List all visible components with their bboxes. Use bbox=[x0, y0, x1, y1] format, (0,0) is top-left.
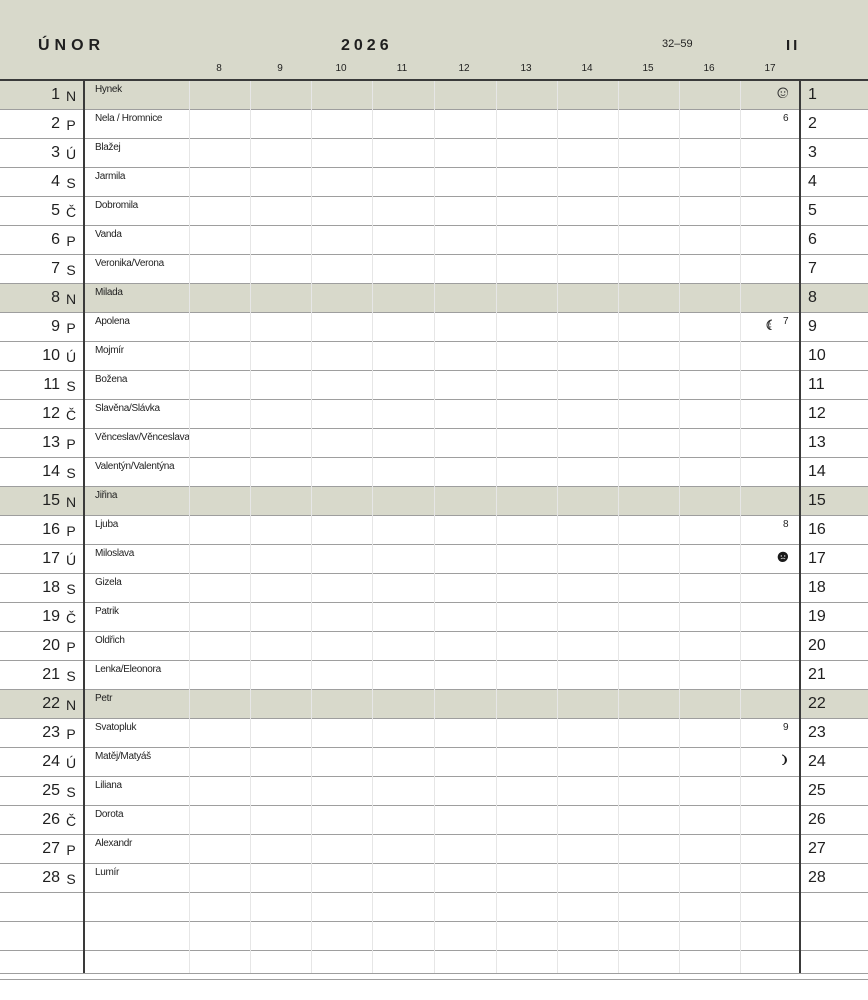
day-number: 23 bbox=[42, 724, 60, 741]
hour-grid-line bbox=[372, 81, 373, 974]
day-number: 16 bbox=[42, 521, 60, 538]
hour-label: 11 bbox=[396, 63, 408, 74]
day-number-right: 18 bbox=[808, 579, 826, 596]
hour-grid-line bbox=[250, 81, 251, 974]
day-of-week: Ú bbox=[65, 755, 77, 771]
new-moon-icon bbox=[777, 551, 788, 562]
day-of-week: P bbox=[66, 320, 76, 336]
day-number-right: 19 bbox=[808, 608, 826, 625]
month-roman-numeral: II bbox=[786, 37, 801, 54]
day-number: 9 bbox=[51, 318, 60, 335]
day-number: 1 bbox=[51, 86, 60, 103]
hour-label: 15 bbox=[642, 63, 654, 74]
hour-label: 8 bbox=[216, 63, 222, 74]
day-of-week: N bbox=[65, 291, 77, 307]
name-day: Svatopluk bbox=[95, 722, 137, 733]
name-day: Gizela bbox=[95, 577, 122, 588]
day-number: 8 bbox=[51, 289, 60, 306]
week-range: 32–59 bbox=[662, 38, 693, 50]
day-number: 20 bbox=[42, 637, 60, 654]
day-number: 25 bbox=[42, 782, 60, 799]
name-day: Lenka/Eleonora bbox=[95, 664, 161, 675]
day-number-right: 5 bbox=[808, 202, 817, 219]
day-number-right: 6 bbox=[808, 231, 817, 248]
day-of-week: S bbox=[66, 175, 76, 191]
day-number: 17 bbox=[42, 550, 60, 567]
day-number-right: 2 bbox=[808, 115, 817, 132]
day-of-week: Č bbox=[65, 813, 77, 829]
day-number-right: 3 bbox=[808, 144, 817, 161]
name-day: Vanda bbox=[95, 229, 122, 240]
day-number: 21 bbox=[42, 666, 60, 683]
day-number: 4 bbox=[51, 173, 60, 190]
hour-label: 13 bbox=[520, 63, 532, 74]
name-day: Milada bbox=[95, 287, 123, 298]
day-of-week: S bbox=[66, 581, 76, 597]
name-day: Dorota bbox=[95, 809, 124, 820]
hour-grid-line bbox=[434, 81, 435, 974]
hour-grid-line bbox=[740, 81, 741, 974]
day-number: 2 bbox=[51, 115, 60, 132]
name-day: Jiřina bbox=[95, 490, 118, 501]
day-number: 18 bbox=[42, 579, 60, 596]
month-name: ÚNOR bbox=[38, 37, 106, 54]
hour-label: 9 bbox=[277, 63, 283, 74]
name-day: Slavěna/Slávka bbox=[95, 403, 160, 414]
day-number-right: 4 bbox=[808, 173, 817, 190]
day-number-right: 14 bbox=[808, 463, 826, 480]
day-number-right: 11 bbox=[808, 376, 825, 393]
hour-grid-line bbox=[311, 81, 312, 974]
day-of-week: N bbox=[65, 88, 77, 104]
day-number-right: 8 bbox=[808, 289, 817, 306]
day-number: 13 bbox=[42, 434, 60, 451]
day-number-right: 1 bbox=[808, 86, 817, 103]
day-number: 10 bbox=[42, 347, 60, 364]
hour-grid-line bbox=[618, 81, 619, 974]
name-day: Nela / Hromnice bbox=[95, 113, 163, 124]
day-number-right: 22 bbox=[808, 695, 826, 712]
day-number: 14 bbox=[42, 463, 60, 480]
day-number: 11 bbox=[43, 376, 60, 393]
day-of-week: S bbox=[66, 668, 76, 684]
day-of-week: P bbox=[66, 523, 76, 539]
year: 2026 bbox=[341, 37, 393, 54]
day-number: 15 bbox=[42, 492, 60, 509]
day-of-week: Č bbox=[65, 204, 77, 220]
day-number: 27 bbox=[42, 840, 60, 857]
day-number: 7 bbox=[51, 260, 60, 277]
day-number-right: 25 bbox=[808, 782, 826, 799]
day-number: 6 bbox=[51, 231, 60, 248]
name-day: Miloslava bbox=[95, 548, 134, 559]
day-of-week: S bbox=[66, 378, 76, 394]
day-of-week: S bbox=[66, 465, 76, 481]
day-of-week: N bbox=[65, 697, 77, 713]
first-quarter-moon-icon bbox=[777, 754, 788, 765]
day-number-right: 13 bbox=[808, 434, 826, 451]
name-day: Věnceslav/Věnceslava bbox=[95, 432, 190, 443]
day-number: 28 bbox=[42, 869, 60, 886]
day-number-right: 20 bbox=[808, 637, 826, 654]
day-number: 5 bbox=[51, 202, 60, 219]
day-number-right: 7 bbox=[808, 260, 817, 277]
month-header bbox=[0, 0, 868, 79]
name-day: Patrik bbox=[95, 606, 119, 617]
day-number-right: 21 bbox=[808, 666, 826, 683]
name-day: Petr bbox=[95, 693, 113, 704]
day-of-week: P bbox=[66, 842, 76, 858]
day-number-right: 16 bbox=[808, 521, 826, 538]
day-number-right: 9 bbox=[808, 318, 817, 335]
name-day: Božena bbox=[95, 374, 128, 385]
name-day: Lumír bbox=[95, 867, 120, 878]
name-day: Valentýn/Valentýna bbox=[95, 461, 175, 472]
day-of-week: P bbox=[66, 726, 76, 742]
hour-label: 17 bbox=[764, 63, 776, 74]
name-day: Veronika/Verona bbox=[95, 258, 164, 269]
right-column-divider bbox=[799, 81, 801, 974]
day-number: 12 bbox=[42, 405, 60, 422]
day-number-right: 24 bbox=[808, 753, 826, 770]
name-day: Jarmila bbox=[95, 171, 126, 182]
day-number: 19 bbox=[42, 608, 60, 625]
day-of-week: Č bbox=[65, 610, 77, 626]
hour-grid-line bbox=[679, 81, 680, 974]
name-day: Dobromila bbox=[95, 200, 138, 211]
name-day: Blažej bbox=[95, 142, 121, 153]
day-of-week: P bbox=[66, 117, 76, 133]
last-quarter-moon-icon bbox=[765, 319, 776, 330]
day-of-week: N bbox=[65, 494, 77, 510]
day-number: 26 bbox=[42, 811, 60, 828]
week-number: 8 bbox=[783, 519, 789, 530]
day-of-week: P bbox=[66, 639, 76, 655]
name-day: Apolena bbox=[95, 316, 130, 327]
day-number-right: 15 bbox=[808, 492, 826, 509]
hour-label: 14 bbox=[581, 63, 593, 74]
day-of-week: S bbox=[66, 871, 76, 887]
day-number-right: 28 bbox=[808, 869, 826, 886]
day-number: 24 bbox=[42, 753, 60, 770]
day-of-week: Ú bbox=[65, 349, 77, 365]
day-of-week: Ú bbox=[65, 146, 77, 162]
day-of-week: P bbox=[66, 436, 76, 452]
day-number-right: 12 bbox=[808, 405, 826, 422]
day-of-week: P bbox=[66, 233, 76, 249]
name-day: Matěj/Matyáš bbox=[95, 751, 151, 762]
week-number: 6 bbox=[783, 113, 789, 124]
hour-label: 16 bbox=[703, 63, 715, 74]
day-number: 22 bbox=[42, 695, 60, 712]
hour-grid-line bbox=[496, 81, 497, 974]
day-number-right: 27 bbox=[808, 840, 826, 857]
hour-label: 12 bbox=[458, 63, 470, 74]
name-day: Oldřich bbox=[95, 635, 125, 646]
day-of-week: S bbox=[66, 784, 76, 800]
name-day: Liliana bbox=[95, 780, 122, 791]
name-day: Alexandr bbox=[95, 838, 133, 849]
name-day: Ljuba bbox=[95, 519, 118, 530]
hour-grid-line bbox=[557, 81, 558, 974]
day-number-right: 10 bbox=[808, 347, 826, 364]
name-day: Hynek bbox=[95, 84, 122, 95]
day-number-right: 26 bbox=[808, 811, 826, 828]
name-day: Mojmír bbox=[95, 345, 124, 356]
day-of-week: Ú bbox=[65, 552, 77, 568]
day-of-week: S bbox=[66, 262, 76, 278]
hour-label: 10 bbox=[335, 63, 347, 74]
day-number-right: 23 bbox=[808, 724, 826, 741]
left-column-divider bbox=[83, 81, 85, 974]
day-number: 3 bbox=[51, 144, 60, 161]
week-number: 9 bbox=[783, 722, 789, 733]
day-of-week: Č bbox=[65, 407, 77, 423]
week-number: 7 bbox=[783, 316, 789, 327]
full-moon-icon bbox=[777, 87, 788, 98]
bottom-rule bbox=[0, 973, 868, 974]
day-number-right: 17 bbox=[808, 550, 826, 567]
hour-grid-line bbox=[189, 81, 190, 974]
